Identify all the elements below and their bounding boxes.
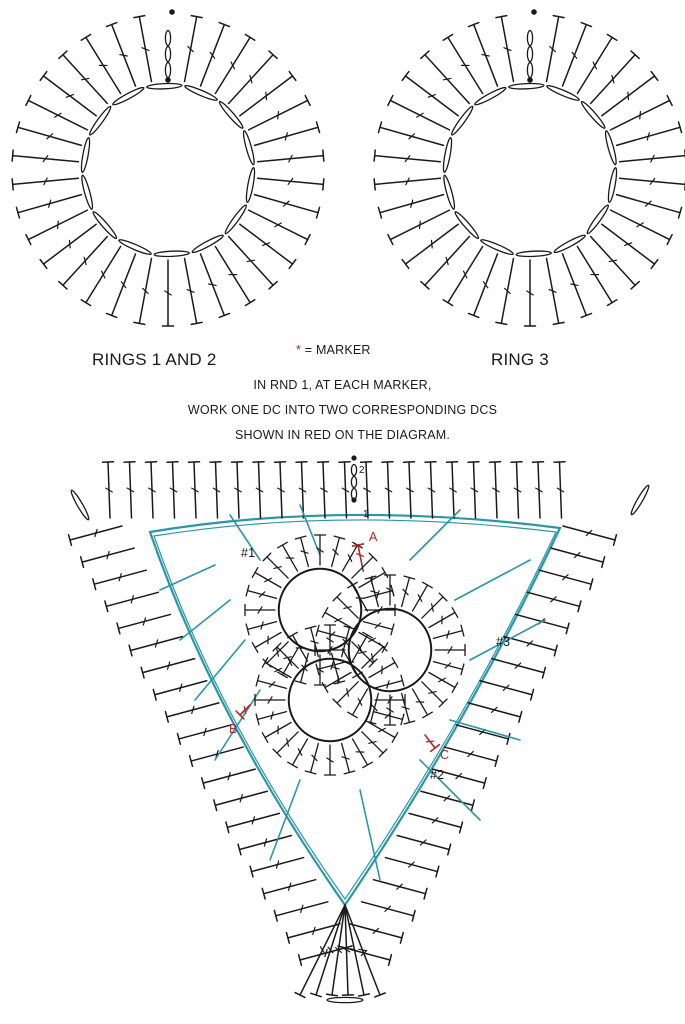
dc-stitch — [551, 548, 604, 567]
dc-stitch — [256, 675, 286, 688]
dc-stitch — [577, 247, 616, 306]
chain-stitch — [585, 204, 610, 236]
slip-stitch-dot — [527, 77, 533, 83]
start-dot — [531, 9, 537, 15]
dc-stitch — [620, 150, 685, 162]
dc-stitch — [232, 462, 243, 518]
dc-stitch — [134, 258, 152, 324]
dc-stitch — [397, 835, 450, 854]
dc-stitch — [185, 16, 203, 82]
dc-stitch — [443, 34, 482, 93]
label-ring-3: RING 3 — [491, 350, 549, 369]
marker-symbol: * — [296, 343, 302, 357]
chain-stitch — [245, 167, 256, 203]
dc-stitch — [492, 659, 545, 678]
dc-stitch — [468, 703, 521, 722]
spiral-ring — [245, 535, 395, 685]
dc-stitch — [124, 462, 135, 518]
dc-stitch — [433, 662, 463, 675]
dc-stitch — [258, 178, 324, 190]
dc-stitch — [332, 536, 345, 566]
dc-stitch — [258, 150, 324, 162]
chain-stitch — [80, 175, 94, 210]
marker-legend — [296, 343, 371, 357]
dc-stitch — [262, 880, 315, 899]
teal-stitch — [455, 560, 530, 600]
triangle-label-ring-2: #2 — [430, 768, 445, 782]
chain-stitch — [527, 47, 532, 62]
dc-stitch — [363, 585, 393, 598]
chain-stitch — [165, 47, 170, 62]
dc-stitch — [602, 72, 658, 116]
teal-stitch — [180, 600, 230, 640]
dc-stitch — [388, 96, 450, 130]
dc-stitch — [421, 237, 470, 289]
chain-stitch — [165, 31, 170, 46]
dc-stitch — [511, 462, 522, 518]
spiral-ring — [255, 625, 405, 775]
dc-stitch — [214, 791, 267, 810]
dc-stitch — [16, 195, 81, 218]
dc-stitch — [409, 813, 462, 832]
instruction-line-3: SHOWN IN RED ON THE DIAGRAM. — [234, 428, 451, 442]
teal-stitch — [420, 760, 480, 820]
dc-stitch — [105, 592, 158, 611]
teal-stitch — [450, 720, 520, 740]
dc-stitch — [525, 260, 536, 326]
dc-stitch — [339, 462, 350, 518]
marker-label-c: C — [440, 748, 450, 762]
dc-stitch — [539, 570, 592, 589]
dc-stitch — [178, 725, 231, 744]
turning-chain — [527, 9, 537, 83]
dc-stitch — [81, 247, 120, 306]
dc-stitch — [146, 462, 157, 518]
dc-stitch — [365, 576, 378, 606]
dc-stitch — [59, 237, 108, 289]
dc-stitch — [554, 462, 565, 518]
marker-legend-text: = MARKER — [304, 343, 371, 357]
dc-stitch — [352, 642, 377, 667]
triangle-label-ring-1: #1 — [241, 546, 256, 560]
chain-stitch — [509, 83, 544, 90]
chain-stitch — [154, 250, 189, 257]
dc-stitch — [252, 568, 281, 588]
dc-stitch — [333, 682, 358, 707]
chain-stitch — [351, 465, 356, 476]
instruction-line-2: WORK ONE DC INTO TWO CORRESPONDING DCS — [187, 403, 498, 417]
dc-stitch — [189, 462, 200, 518]
dc-stitch — [429, 673, 458, 693]
dc-stitch — [345, 905, 385, 997]
instruction-line-1: IN RND 1, AT EACH MARKER, — [253, 378, 432, 392]
dc-stitch — [16, 122, 81, 145]
dc-stitch — [363, 622, 393, 635]
dc-stitch — [445, 747, 498, 766]
chain-stitch — [191, 233, 224, 254]
chain-stitch — [165, 63, 170, 78]
dc-stitch — [413, 582, 433, 611]
dc-stitch — [617, 195, 682, 218]
ring-foundation — [279, 569, 362, 652]
dc-stitch — [373, 712, 403, 725]
dc-stitch — [325, 745, 336, 775]
dc-stitch — [533, 462, 544, 518]
dc-stitch — [165, 703, 218, 722]
dc-stitch — [382, 462, 393, 518]
ring-diagram-rings-1-2 — [12, 9, 324, 326]
dc-stitch — [141, 659, 194, 678]
dc-stitch — [316, 662, 346, 675]
dc-stitch — [263, 553, 288, 578]
dc-stitch — [12, 150, 78, 162]
dc-stitch — [273, 732, 298, 757]
dc-stitch — [620, 178, 685, 190]
dc-stitch — [315, 535, 326, 565]
dc-stitch — [202, 769, 255, 788]
dc-stitch — [117, 614, 170, 633]
dc-stitch — [611, 210, 673, 244]
dc-stitch — [59, 51, 108, 103]
chain-stitch — [527, 31, 532, 46]
chain-stitch — [223, 204, 248, 236]
dc-stitch — [256, 712, 286, 725]
dc-stitch — [362, 732, 387, 757]
dc-stitch — [374, 880, 427, 899]
chain-stitch — [442, 137, 453, 173]
chain-stitch — [69, 489, 91, 521]
dc-stitch — [273, 643, 298, 668]
dc-stitch — [342, 743, 355, 773]
dc-stitch — [378, 195, 443, 218]
dc-stitch — [504, 637, 557, 656]
slip-stitch-dot — [351, 497, 356, 502]
dc-stitch — [352, 553, 377, 578]
dc-stitch — [421, 791, 474, 810]
dc-stitch — [255, 122, 320, 145]
dc-stitch — [246, 622, 276, 635]
dc-stitch — [353, 632, 373, 661]
marker-label-a: A — [369, 530, 378, 544]
triangle-label-ring-3: #3 — [496, 635, 511, 649]
dc-stitch — [496, 258, 514, 324]
dc-stitch — [385, 575, 396, 605]
dc-stitch — [350, 924, 403, 943]
dc-stitch — [229, 237, 278, 289]
dc-stitch — [333, 593, 358, 618]
round-number-1: 1 — [363, 509, 369, 520]
dc-stitch — [348, 689, 368, 718]
dc-stitch — [249, 96, 311, 130]
dc-stitch — [167, 462, 178, 518]
dc-stitch — [373, 675, 403, 688]
dc-stitch — [226, 813, 279, 832]
dc-stitch — [425, 735, 439, 751]
chain-stitch — [147, 83, 182, 90]
spiral-ring — [315, 575, 465, 725]
dc-stitch — [129, 637, 182, 656]
dc-stitch — [496, 16, 514, 82]
dc-stitch — [274, 902, 327, 921]
dc-stitch — [81, 34, 120, 93]
dc-stitch — [246, 585, 276, 598]
chain-stitch — [629, 484, 651, 516]
dc-stitch — [447, 462, 458, 518]
dc-stitch — [480, 681, 533, 700]
dc-stitch — [404, 462, 415, 518]
chain-stitch — [607, 167, 618, 203]
dc-stitch — [433, 625, 463, 638]
dc-stitch — [103, 462, 114, 518]
dc-stitch — [275, 462, 286, 518]
dc-stitch — [255, 695, 285, 706]
dc-stitch — [547, 16, 565, 82]
dc-stitch — [468, 462, 479, 518]
dc-stitch — [385, 858, 438, 877]
chain-stitch — [516, 250, 551, 257]
dc-stitch — [215, 247, 254, 306]
dc-stitch — [611, 96, 673, 130]
dc-stitch — [547, 258, 565, 324]
teal-stitch — [160, 565, 215, 590]
dc-stitch — [229, 51, 278, 103]
dc-stitch — [26, 96, 88, 130]
label-rings-1-and-2: RINGS 1 AND 2 — [92, 350, 217, 369]
dc-stitch — [374, 178, 440, 190]
dc-stitch — [185, 258, 203, 324]
dc-stitch — [288, 739, 308, 768]
slip-stitch-dot — [165, 77, 171, 83]
dc-stitch — [402, 576, 415, 606]
dc-stitch — [93, 570, 146, 589]
dc-stitch — [374, 150, 440, 162]
chain-stitch — [604, 130, 618, 165]
dc-stitch — [617, 122, 682, 145]
dc-stitch — [163, 260, 174, 326]
chain-stitch — [553, 233, 586, 254]
dc-stitch — [402, 693, 415, 723]
dc-stitch — [435, 645, 465, 656]
turning-chain — [165, 9, 175, 83]
round-number-2: 2 — [359, 465, 365, 476]
chain-stitch — [474, 86, 507, 107]
dc-stitch — [362, 902, 415, 921]
dc-stitch — [388, 210, 450, 244]
dc-stitch — [278, 649, 298, 678]
dc-stitch — [295, 536, 308, 566]
dc-stitch — [249, 210, 311, 244]
dc-stitch — [240, 72, 296, 116]
chain-stitch — [242, 130, 256, 165]
dc-stitch — [26, 210, 88, 244]
dc-stitch — [443, 247, 482, 306]
dc-stitch — [69, 526, 122, 545]
dc-stitch — [245, 605, 275, 616]
chain-stitch — [450, 105, 475, 137]
dc-stitch — [591, 51, 640, 103]
dc-stitch — [12, 178, 78, 190]
dc-stitch — [318, 462, 329, 518]
dc-stitch — [153, 681, 206, 700]
dc-stitch — [422, 593, 447, 618]
chain-stitch — [442, 175, 456, 210]
chain-stitch — [351, 477, 356, 488]
dc-stitch — [490, 462, 501, 518]
dc-stitch — [134, 16, 152, 82]
dc-stitch — [81, 548, 134, 567]
dc-stitch — [591, 237, 640, 289]
marker-label-b: B — [229, 722, 238, 736]
dc-stitch — [563, 526, 616, 545]
dc-stitch — [40, 224, 96, 268]
start-dot — [169, 9, 175, 15]
dc-stitch — [253, 462, 264, 518]
chain-stitch — [327, 997, 363, 1002]
dc-stitch — [425, 462, 436, 518]
dc-stitch — [286, 924, 339, 943]
dc-stitch — [577, 34, 616, 93]
dc-stitch — [215, 34, 254, 93]
dc-stitch — [316, 625, 346, 638]
dc-stitch — [250, 858, 303, 877]
dc-stitch — [305, 743, 318, 773]
dc-stitch — [422, 682, 447, 707]
dc-stitch — [378, 122, 443, 145]
triangle-motif-diagram — [69, 455, 651, 1002]
chain-stitch — [88, 105, 113, 137]
dc-stitch — [527, 592, 580, 611]
dc-stitch — [238, 835, 291, 854]
chain-stitch — [112, 86, 145, 107]
dc-stitch — [421, 51, 470, 103]
ring-diagram-ring-3 — [374, 9, 685, 326]
dc-stitch — [255, 195, 320, 218]
start-dot — [351, 455, 356, 460]
dc-stitch — [402, 224, 458, 268]
chain-stitch — [80, 137, 91, 173]
chain-stitch — [527, 63, 532, 78]
dc-stitch — [210, 462, 221, 518]
